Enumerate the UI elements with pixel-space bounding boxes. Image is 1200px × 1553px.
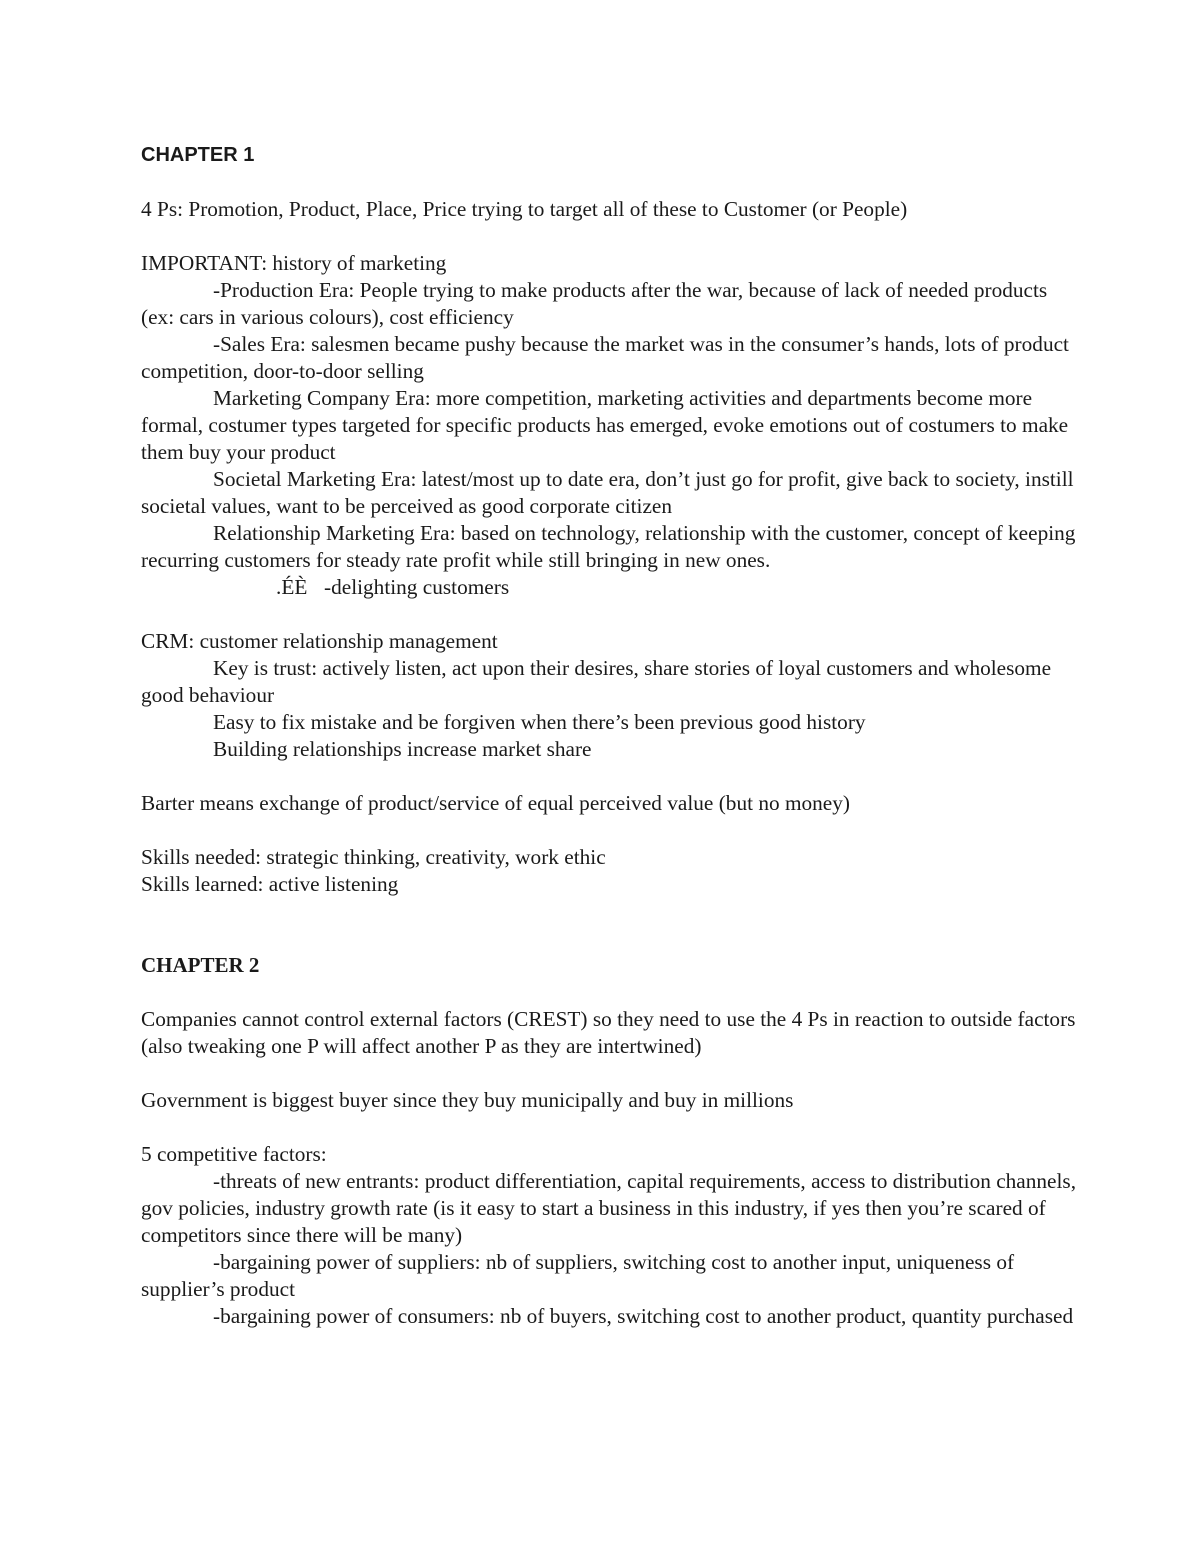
crm-line: CRM: customer relationship management	[141, 629, 498, 653]
delighting-customers-line	[141, 574, 1081, 601]
threats-paragraph: -threats of new entrants: product differentiation, capital requirements, access to distribution channels, gov policies, industry growth rate (is it easy to start a business in this industry, if yes then you’re scared of competitors since there will be many)	[141, 1169, 1077, 1247]
suppliers-paragraph: -bargaining power of suppliers: nb of suppliers, switching cost to another input, uniqueness of supplier’s product	[141, 1250, 1015, 1301]
chapter-1-heading: CHAPTER 1	[141, 144, 255, 166]
societal-marketing-era-paragraph: Societal Marketing Era: latest/most up to date era, don’t just go for profit, give back to society, instill societal values, want to be perceived as good corporate citizen	[141, 467, 1074, 518]
four-ps-paragraph: 4 Ps: Promotion, Product, Place, Price trying to target all of these to Customer (or People)	[141, 197, 908, 221]
crm-fix-line: Easy to fix mistake and be forgiven when there’s been previous good history	[213, 710, 866, 734]
production-era-paragraph: -Production Era: People trying to make products after the war, because of lack of needed products (ex: cars in various colours), cost efficiency	[141, 278, 1048, 329]
skills-needed-line: Skills needed: strategic thinking, creativity, work ethic	[141, 845, 606, 869]
relationship-marketing-era-paragraph: Relationship Marketing Era: based on technology, relationship with the customer, concept of keeping recurring customers for steady rate profit while still bringing in new ones.	[141, 521, 1076, 572]
barter-line: Barter means exchange of product/service of equal perceived value (but no money)	[141, 791, 851, 815]
competitive-factors-line: 5 competitive factors:	[141, 1142, 327, 1166]
consumers-paragraph: -bargaining power of consumers: nb of buyers, switching cost to another product, quantity purchased	[213, 1304, 1074, 1328]
crm-building-line: Building relationships increase market share	[213, 737, 592, 761]
important-history-line: IMPORTANT: history of marketing	[141, 251, 447, 275]
bullet-mark: .ÉÈ	[276, 575, 308, 599]
sales-era-paragraph: -Sales Era: salesmen became pushy because the market was in the consumer’s hands, lots of product competition, door-to-door selling	[141, 332, 1069, 383]
delighting-customers-text: -delighting customers	[324, 575, 510, 599]
government-line: Government is biggest buyer since they buy municipally and buy in millions	[141, 1088, 794, 1112]
marketing-company-era-paragraph: Marketing Company Era: more competition, marketing activities and departments become more formal, costumer types targeted for specific products has emerged, evoke emotions out of costumers to make them buy your product	[141, 386, 1069, 464]
chapter-2-heading: CHAPTER 2	[141, 953, 260, 977]
skills-learned-line: Skills learned: active listening	[141, 872, 399, 896]
document-body	[141, 140, 1081, 1330]
external-factors-paragraph: Companies cannot control external factors (CREST) so they need to use the 4 Ps in reaction to outside factors (also tweaking one P will affect another P as they are intertwined)	[141, 1007, 1076, 1058]
crm-trust-paragraph: Key is trust: actively listen, act upon their desires, share stories of loyal customers and wholesome good behaviour	[141, 656, 1052, 707]
